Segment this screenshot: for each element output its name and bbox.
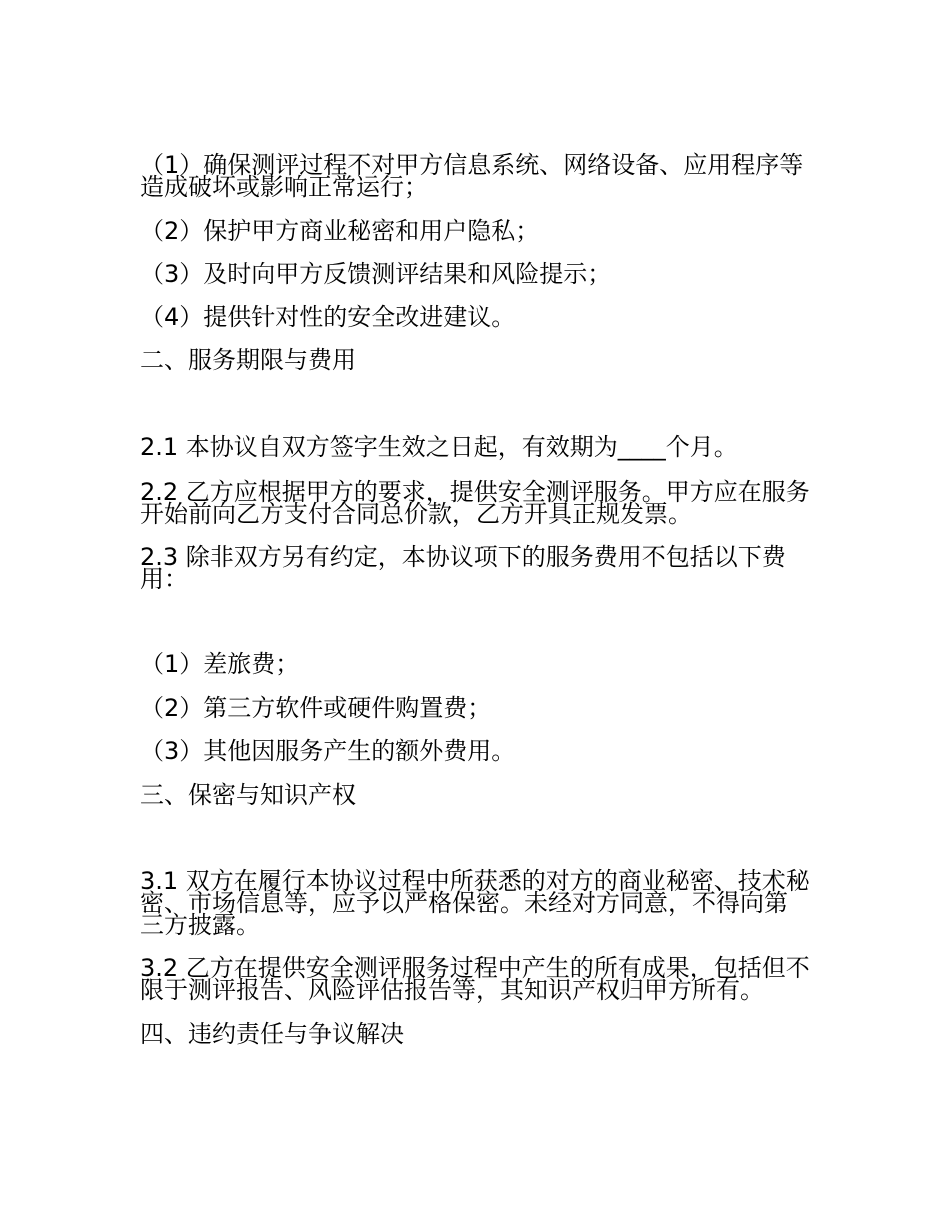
obligation-item-1: （1）确保测评过程不对甲方信息系统、网络设备、应用程序等造成破坏或影响正常运行；: [140, 151, 804, 201]
clause-3-1: 3.1 双方在履行本协议过程中所获悉的对方的商业秘密、技术秘密、市场信息等，应予以严格保密。未经对方同意，不得向第三方披露。: [140, 867, 810, 939]
obligation-item-3: （3）及时向甲方反馈测评结果和风险提示；: [140, 260, 612, 288]
section-heading-4: 四、违约责任与争议解决: [140, 1020, 404, 1048]
fee-item-2: （2）第三方软件或硬件购置费；: [140, 694, 492, 722]
obligation-item-2: （2）保护甲方商业秘密和用户隐私；: [140, 217, 540, 245]
clause-3-2: 3.2 乙方在提供安全测评服务过程中产生的所有成果，包括但不限于测评报告、风险评估报告等，其知识产权归甲方所有。: [140, 954, 810, 1004]
clause-2-2: 2.2 乙方应根据甲方的要求，提供安全测评服务。甲方应在服务开始前向乙方支付合同总价款，乙方开具正规发票。: [140, 478, 810, 528]
clause-2-3: 2.3 除非双方另有约定，本协议项下的服务费用不包括以下费用：: [140, 543, 786, 593]
clause-2-1: 2.1 本协议自双方签字生效之日起，有效期为____个月。: [140, 433, 738, 461]
section-heading-3: 三、保密与知识产权: [140, 781, 356, 809]
fee-item-3: （3）其他因服务产生的额外费用。: [140, 737, 516, 765]
fee-item-1: （1）差旅费；: [140, 650, 300, 678]
section-heading-2: 二、服务期限与费用: [140, 346, 356, 374]
obligation-item-4: （4）提供针对性的安全改进建议。: [140, 303, 516, 331]
